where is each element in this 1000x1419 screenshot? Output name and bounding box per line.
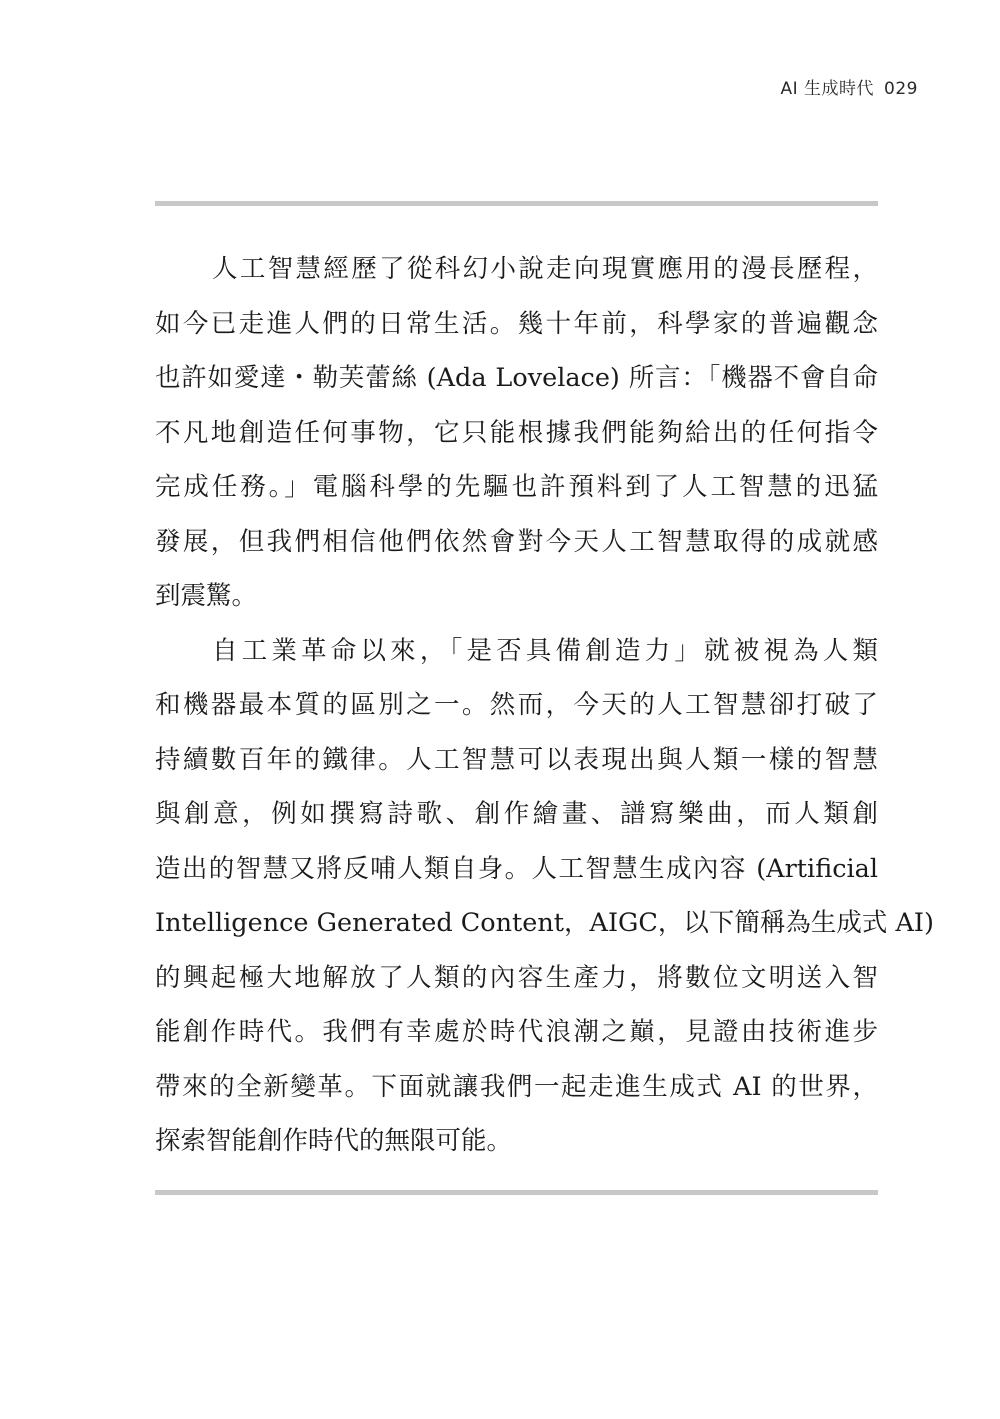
paragraph-1 <box>155 242 878 624</box>
paragraph-2 <box>155 624 934 1169</box>
text-line: 也許如愛達・勒芙蕾絲 (Ada Lovelace) 所言：「機器不會自命 <box>155 363 878 393</box>
text-line: Intelligence Generated Content，AIGC，以下簡稱為生成式 AI) <box>155 908 934 938</box>
text-line: 不凡地創造任何事物，它只能根據我們能夠給出的任何指令 <box>155 417 878 448</box>
body-text <box>155 242 934 1169</box>
text-line: 探索智能創作時代的無限可能。 <box>155 1126 513 1156</box>
text-line: 帶來的全新變革。下面就讓我們一起走進生成式 AI 的世界， <box>155 1071 878 1102</box>
text-line: 到震驚。 <box>155 581 258 611</box>
text-line: 造出的智慧又將反哺人類自身。人工智慧生成內容 (Artificial <box>155 853 878 884</box>
top-divider <box>155 201 878 206</box>
text-line: 持續數百年的鐵律。人工智慧可以表現出與人類一樣的智慧 <box>155 744 878 775</box>
text-line: 完成任務。」電腦科學的先驅也許預料到了人工智慧的迅猛 <box>155 472 878 502</box>
text-line: 如今已走進人們的日常生活。幾十年前，科學家的普遍觀念 <box>155 308 878 339</box>
text-line: 能創作時代。我們有幸處於時代浪潮之巔，見證由技術進步 <box>155 1017 878 1047</box>
text-line: 的興起極大地解放了人類的內容生產力，將數位文明送入智 <box>155 962 878 993</box>
running-header <box>781 74 919 99</box>
bottom-divider <box>155 1190 878 1195</box>
page-number: 029 <box>884 79 918 99</box>
book-title: AI 生成時代 <box>780 79 875 99</box>
text-line: 和機器最本質的區別之一。然而，今天的人工智慧卻打破了 <box>155 690 878 720</box>
text-line: 發展，但我們相信他們依然會對今天人工智慧取得的成就感 <box>155 526 878 557</box>
text-line: 自工業革命以來，「是否具備創造力」就被視為人類 <box>212 635 878 666</box>
text-line: 與創意，例如撰寫詩歌、創作繪畫、譜寫樂曲，而人類創 <box>155 799 878 829</box>
text-line: 人工智慧經歷了從科幻小說走向現實應用的漫長歷程， <box>212 254 878 284</box>
